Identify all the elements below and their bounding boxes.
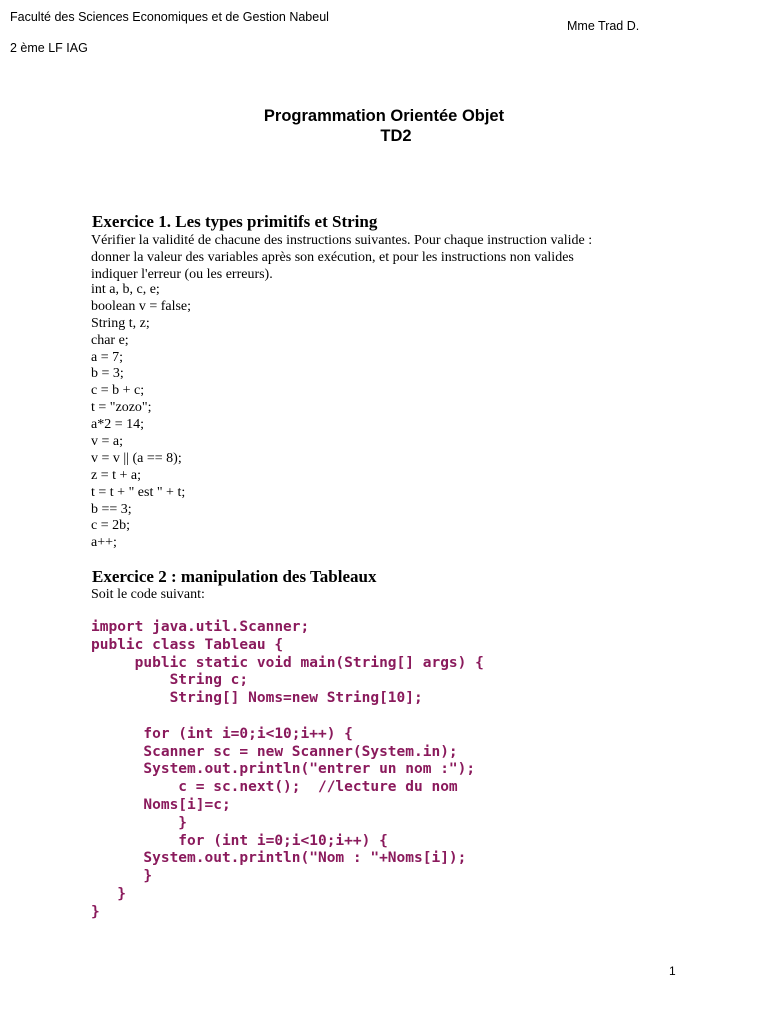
code-line: public class Tableau {	[91, 636, 284, 653]
page-number: 1	[669, 964, 676, 978]
code-line: c = sc.next(); //lecture du nom	[91, 779, 458, 796]
code-line: for (int i=0;i<10;i++) {	[91, 725, 353, 742]
instruction-line: v = v || (a == 8);	[91, 450, 182, 466]
code-line: }	[91, 885, 126, 902]
instruction-line: b == 3;	[91, 501, 132, 517]
instruction-line: c = b + c;	[91, 383, 145, 399]
code-line: }	[91, 903, 100, 920]
instruction-line: a++;	[91, 535, 117, 551]
class-level: 2 ème LF IAG	[10, 41, 88, 55]
teacher-name: Mme Trad D.	[567, 19, 640, 33]
instruction-line: a*2 = 14;	[91, 417, 144, 433]
code-line: public static void main(String[] args) {	[91, 654, 484, 671]
instruction-line: v = a;	[91, 434, 123, 450]
code-line: import java.util.Scanner;	[91, 619, 310, 635]
exercise1-intro-line: indiquer l'erreur (ou les erreurs).	[91, 266, 273, 282]
instruction-line: int a, b, c, e;	[91, 282, 160, 297]
instruction-line: t = "zozo";	[91, 400, 152, 416]
faculty-name: Faculté des Sciences Economiques et de Gestion Nabeul	[10, 10, 329, 24]
exercise2-heading: Exercice 2 : manipulation des Tableaux	[92, 567, 377, 586]
instruction-line: c = 2b;	[91, 518, 130, 534]
code-line: Scanner sc = new Scanner(System.in);	[91, 743, 458, 760]
instruction-line: char e;	[91, 332, 129, 348]
exercise1-heading: Exercice 1. Les types primitifs et String	[92, 212, 378, 231]
instruction-line: boolean v = false;	[91, 298, 192, 314]
instruction-line: String t, z;	[91, 315, 150, 331]
exercise2-intro: Soit le code suivant:	[91, 587, 205, 602]
code-line: }	[91, 814, 188, 831]
instruction-line: z = t + a;	[91, 467, 141, 483]
code-line: String[] Noms=new String[10];	[91, 690, 423, 707]
code-line: String c;	[91, 672, 249, 689]
code-line: for (int i=0;i<10;i++) {	[91, 832, 388, 849]
instruction-line: a = 7;	[91, 349, 123, 365]
code-line: }	[91, 868, 153, 885]
instruction-line: t = t + " est " + t;	[91, 484, 186, 500]
code-line	[91, 708, 484, 726]
exercise1-intro	[91, 233, 651, 283]
exercise1-intro-line: Vérifier la validité de chacune des instructions suivantes. Pour chaque instruction valide :	[91, 233, 593, 248]
code-line: Noms[i]=c;	[91, 796, 231, 813]
document-title: Programmation Orientée Objet	[263, 107, 505, 125]
exercise1-intro-line: donner la valeur des variables après son exécution, et pour les instructions non valides	[91, 249, 574, 265]
instruction-line: b = 3;	[91, 366, 124, 382]
document-subtitle: TD2	[380, 127, 412, 145]
exercise1-instruction-list	[91, 282, 191, 552]
code-line: System.out.println("Nom : "+Noms[i]);	[91, 850, 467, 867]
code-block	[91, 619, 484, 922]
code-line: System.out.println("entrer un nom :");	[91, 761, 476, 778]
